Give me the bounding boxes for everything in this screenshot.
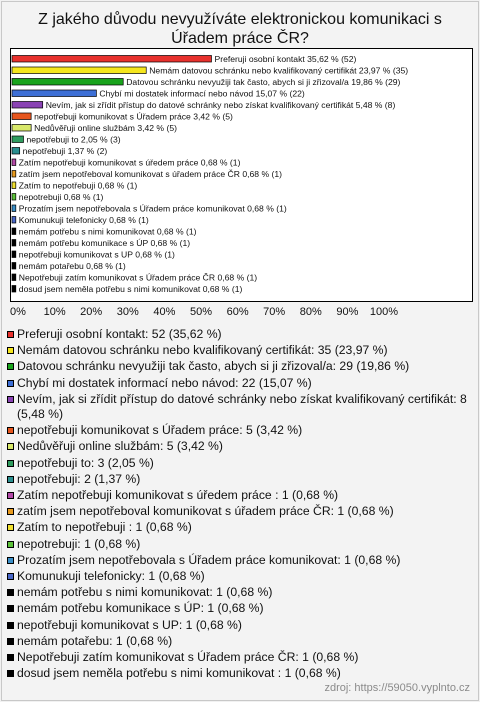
legend-item-4 — [4, 392, 474, 422]
bar-label-12: nepotrebuji 0,68 % (1) — [18, 191, 104, 202]
bar-label-16: nemám potřebu komunikace s ÚP 0,68 % (1) — [18, 237, 191, 248]
legend-swatch — [7, 347, 14, 354]
bar-0 — [12, 56, 211, 63]
bar-label-3: Chybí mi dostatek informací nebo návod 15,07 % (22) — [99, 88, 305, 99]
bar-6 — [12, 125, 31, 132]
legend-label: dosud jsem neměla potřebu s nimi komunikovat : 1 (0,68 %) — [17, 666, 341, 681]
legend-label: nemám potřebu komunikace s ÚP: 1 (0,68 %) — [17, 601, 264, 616]
bar-label-0: Preferuji osobní kontakt 35,62 % (52) — [214, 53, 357, 64]
legend-label: Zatím to nepotřebuji : 1 (0,68 %) — [17, 520, 192, 535]
bar-11 — [12, 182, 16, 189]
legend-item-5 — [4, 423, 474, 438]
legend-label: Prozatím jsem nepotřebovala s Úřadem práce komunikovat: 1 (0,68 %) — [17, 552, 401, 567]
bar-1 — [12, 67, 146, 74]
legend-label: nemám potřebu s nimi komunikovat: 1 (0,68 %) — [17, 585, 273, 600]
legend-label: Preferuji osobní kontakt: 52 (35,62 %) — [17, 327, 222, 341]
bar-4 — [12, 102, 43, 109]
bar-12 — [12, 194, 16, 201]
bar-label-14: Komunukuji telefonicky 0,68 % (1) — [18, 214, 149, 225]
bar-8 — [12, 148, 20, 155]
plot-area — [10, 48, 473, 302]
bar-label-19: Nepotřebuji zatím komunikovat s Úřadem práce ČR 0,68 % (1) — [18, 272, 258, 283]
legend-swatch — [7, 524, 14, 531]
legend-label: nemám potařebu: 1 (0,68 %) — [17, 633, 173, 648]
legend-swatch — [7, 605, 14, 612]
bar-label-4: Nevím, jak si zřídit přístup do datové schránky nebo získat kvalifikovaný certifikát 5,48 % (8) — [45, 99, 396, 110]
legend-label: nepotřebuji: 2 (1,37 %) — [17, 471, 141, 486]
legend-label: nepotřebuji komunikovat s UP: 1 (0,68 %) — [17, 617, 242, 632]
bar-18 — [12, 263, 16, 270]
legend-item-17 — [4, 618, 474, 633]
x-tick-label: 60% — [226, 306, 249, 318]
bar-15 — [12, 228, 16, 235]
legend-item-14 — [4, 569, 474, 584]
legend-item-12 — [4, 537, 474, 552]
legend-swatch — [7, 443, 14, 450]
legend-item-2 — [4, 359, 474, 374]
x-axis — [0, 306, 480, 322]
legend-label: Chybí mi dostatek informací nebo návod: 22 (15,07 %) — [17, 375, 312, 390]
legend-swatch — [7, 476, 14, 483]
legend-label: nepotřebuji to: 3 (2,05 %) — [17, 455, 154, 470]
legend-item-7 — [4, 456, 474, 471]
bar-13 — [12, 205, 16, 212]
legend-label: Nevím, jak si zřídit přístup do datové schránky nebo získat kvalifikovaný certifikát: 8 (5,48 %) — [17, 391, 467, 422]
chart-title: Z jakého důvodu nevyužíváte elektronickou komunikaci s Úřadem práce ČR? — [38, 11, 442, 47]
legend-swatch — [7, 427, 14, 434]
x-tick-label: 70% — [263, 306, 286, 318]
legend-item-10 — [4, 504, 474, 519]
legend-swatch — [7, 492, 14, 499]
legend-item-8 — [4, 472, 474, 487]
legend-swatch — [7, 557, 14, 564]
legend-label: Nemám datovou schránku nebo kvalifikovaný certifikát: 35 (23,97 %) — [17, 343, 388, 358]
legend-swatch — [7, 573, 14, 580]
bar-17 — [12, 251, 16, 258]
bar-9 — [12, 159, 16, 166]
legend-label: nepotrebuji: 1 (0,68 %) — [17, 536, 141, 551]
bar-label-6: Nedůvěřuji online službám 3,42 % (5) — [34, 122, 177, 133]
legend-label: Datovou schránku nevyužiji tak často, abych si ji zřizoval/a: 29 (19,86 %) — [17, 359, 410, 374]
bar-label-11: Zatím to nepotřebuji 0,68 % (1) — [18, 180, 138, 191]
legend-item-16 — [4, 601, 474, 616]
legend-swatch — [7, 670, 14, 677]
bar-label-13: Prozatím jsem nepotřebovala s Úřadem práce komunikovat 0,68 % (1) — [18, 203, 287, 214]
legend-label: Komunukuji telefonicky: 1 (0,68 %) — [17, 569, 205, 584]
bar-label-9: Zatím nepotřebuji komunikovat s úředem práce 0,68 % (1) — [18, 157, 241, 168]
legend-swatch — [7, 331, 14, 338]
legend-swatch — [7, 622, 14, 629]
x-tick-label: 0% — [10, 306, 26, 318]
x-tick-label: 90% — [336, 306, 359, 318]
bar-20 — [12, 286, 16, 293]
legend-label: zatím jsem nepotřeboval komunikovat s úřadem práce ČR: 1 (0,68 %) — [17, 504, 394, 519]
legend-item-6 — [4, 439, 474, 454]
bar-label-20: dosud jsem neměla potřebu s nimi komunikovat 0,68 % (1) — [18, 283, 243, 294]
legend-label: Nepotřebuji zatím komunikovat s Úřadem práce ČR: 1 (0,68 %) — [17, 650, 359, 665]
legend-label: nepotřebuji komunikovat s Úřadem práce: 5 (3,42 %) — [17, 423, 303, 438]
bar-label-18: nemám potařebu 0,68 % (1) — [18, 260, 126, 271]
x-tick-label: 20% — [80, 306, 103, 318]
legend-item-9 — [4, 488, 474, 503]
legend-item-0 — [4, 327, 474, 342]
legend-swatch — [7, 638, 14, 645]
legend-swatch — [7, 654, 14, 661]
legend-item-18 — [4, 634, 474, 649]
bar-3 — [12, 90, 96, 97]
bar-label-17: nepotřebuji komunikovat s UP 0,68 % (1) — [18, 249, 175, 260]
x-tick-label: 50% — [189, 306, 213, 318]
legend-swatch — [7, 460, 14, 467]
legend-swatch — [7, 363, 14, 370]
legend-item-3 — [4, 376, 474, 391]
x-tick-label: 100% — [369, 306, 399, 318]
bar-label-7: nepotřebuji to 2,05 % (3) — [26, 134, 121, 145]
bar-16 — [12, 240, 16, 247]
legend-swatch — [7, 508, 14, 515]
bar-label-2: Datovou schránku nevyužiji tak často, abych si ji zřizoval/a 19,86 % (29) — [126, 76, 401, 87]
bar-19 — [12, 274, 16, 281]
x-tick-label: 40% — [153, 306, 176, 318]
legend-item-11 — [4, 520, 474, 535]
legend-swatch — [7, 589, 14, 596]
legend — [4, 327, 474, 682]
bar-label-5: nepotřebuji komunikovat s Úřadem práce 3,42 % (5) — [34, 111, 233, 122]
x-tick-label: 30% — [116, 306, 139, 318]
bar-14 — [12, 217, 16, 224]
bar-5 — [12, 113, 31, 120]
legend-item-13 — [4, 553, 474, 568]
bar-label-10: zatím jsem nepotřeboval komunikovat s úřadem práce ČR 0,68 % (1) — [18, 168, 282, 179]
bar-chart-svg — [11, 49, 472, 301]
bar-10 — [12, 171, 16, 178]
legend-swatch — [7, 541, 14, 548]
source-link[interactable]: zdroj: https://59050.vyplnto.cz — [324, 682, 470, 694]
legend-item-15 — [4, 585, 474, 600]
legend-label: Nedůvěřuji online službám: 5 (3,42 %) — [17, 439, 223, 454]
bar-7 — [12, 136, 23, 143]
x-tick-label: 80% — [299, 306, 322, 318]
legend-label: Zatím nepotřebuji komunikovat s úředem práce : 1 (0,68 %) — [17, 488, 339, 503]
legend-swatch — [7, 396, 14, 403]
legend-item-19 — [4, 650, 474, 665]
bar-label-15: nemám potřebu s nimi komunikovat 0,68 % (1) — [18, 226, 197, 237]
legend-swatch — [7, 380, 14, 387]
bar-2 — [12, 79, 123, 86]
bar-label-8: nepotřebuji 1,37 % (2) — [22, 145, 108, 156]
bar-label-1: Nemám datovou schránku nebo kvalifikovaný certifikát 23,97 % (35) — [149, 65, 409, 76]
x-tick-label: 10% — [43, 306, 66, 318]
legend-item-20 — [4, 666, 474, 681]
legend-item-1 — [4, 343, 474, 358]
